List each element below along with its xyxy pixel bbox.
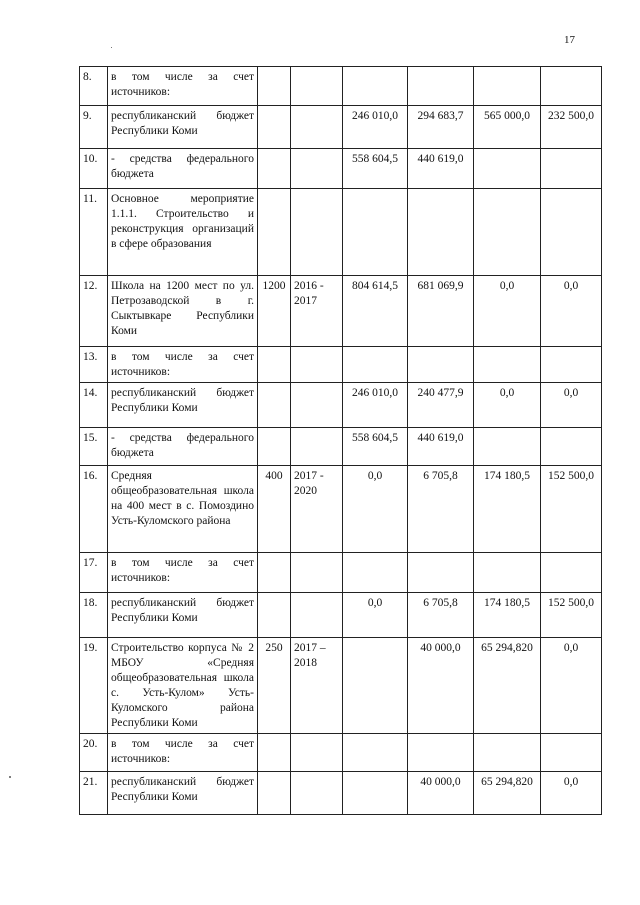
row-period [291, 383, 343, 428]
row-value-3 [474, 149, 541, 189]
row-value-3 [474, 553, 541, 593]
row-value-2: 6 705,8 [408, 593, 474, 638]
row-period [291, 428, 343, 466]
table-row [80, 67, 602, 106]
row-value-1: 558 604,5 [343, 149, 408, 189]
row-capacity [258, 347, 291, 383]
row-value-2 [408, 553, 474, 593]
row-value-3 [474, 347, 541, 383]
row-capacity [258, 149, 291, 189]
table-row [80, 106, 602, 149]
row-capacity [258, 428, 291, 466]
row-period [291, 734, 343, 772]
row-value-3: 0,0 [474, 276, 541, 347]
row-value-4 [541, 149, 602, 189]
table-row [80, 189, 602, 276]
row-value-3 [474, 734, 541, 772]
row-value-2 [408, 189, 474, 276]
row-value-1 [343, 734, 408, 772]
row-value-2: 6 705,8 [408, 466, 474, 553]
table-row [80, 553, 602, 593]
row-value-2: 40 000,0 [408, 638, 474, 734]
row-value-3: 65 294,820 [474, 638, 541, 734]
table-row [80, 593, 602, 638]
row-capacity: 400 [258, 466, 291, 553]
row-number: 21. [80, 772, 108, 815]
row-capacity [258, 772, 291, 815]
row-description: Строительство корпуса № 2 МБОУ «Средняя общеобразовательная школа с. Усть-Кулом» Усть-Куломского района Республики Коми [108, 638, 258, 734]
row-description: республиканский бюджет Республики Коми [108, 772, 258, 815]
row-number: 17. [80, 553, 108, 593]
row-capacity [258, 734, 291, 772]
row-value-1 [343, 67, 408, 106]
budget-table [79, 66, 602, 815]
row-description: в том числе за счет источников: [108, 67, 258, 106]
row-capacity: 1200 [258, 276, 291, 347]
table-row [80, 772, 602, 815]
row-number: 8. [80, 67, 108, 106]
row-value-3: 0,0 [474, 383, 541, 428]
row-value-1 [343, 189, 408, 276]
row-value-4: 232 500,0 [541, 106, 602, 149]
row-value-1 [343, 347, 408, 383]
row-description: Школа на 1200 мест по ул. Петрозаводской в г. Сыктывкаре Республики Коми [108, 276, 258, 347]
row-description: республиканский бюджет Республики Коми [108, 593, 258, 638]
row-number: 16. [80, 466, 108, 553]
row-value-2: 40 000,0 [408, 772, 474, 815]
scan-speck [111, 47, 112, 48]
table-row [80, 149, 602, 189]
row-value-1 [343, 638, 408, 734]
row-value-2: 240 477,9 [408, 383, 474, 428]
row-value-2: 681 069,9 [408, 276, 474, 347]
row-period [291, 593, 343, 638]
row-period [291, 772, 343, 815]
row-value-4 [541, 553, 602, 593]
row-value-1: 558 604,5 [343, 428, 408, 466]
row-capacity [258, 189, 291, 276]
row-capacity [258, 383, 291, 428]
row-value-4 [541, 347, 602, 383]
row-value-1: 246 010,0 [343, 383, 408, 428]
row-value-2 [408, 67, 474, 106]
row-value-2 [408, 734, 474, 772]
row-value-2: 440 619,0 [408, 428, 474, 466]
row-period [291, 553, 343, 593]
row-period [291, 106, 343, 149]
row-value-4: 0,0 [541, 638, 602, 734]
row-capacity [258, 67, 291, 106]
row-value-4 [541, 734, 602, 772]
scan-speck [9, 776, 11, 778]
row-value-4 [541, 189, 602, 276]
row-period: 2017 - 2020 [291, 466, 343, 553]
row-value-4: 0,0 [541, 276, 602, 347]
row-period [291, 347, 343, 383]
row-value-1: 804 614,5 [343, 276, 408, 347]
row-number: 11. [80, 189, 108, 276]
row-value-4: 152 500,0 [541, 466, 602, 553]
row-value-2: 294 683,7 [408, 106, 474, 149]
row-number: 12. [80, 276, 108, 347]
row-capacity: 250 [258, 638, 291, 734]
row-value-3: 174 180,5 [474, 593, 541, 638]
row-period [291, 149, 343, 189]
table-row [80, 383, 602, 428]
row-value-3: 65 294,820 [474, 772, 541, 815]
row-number: 20. [80, 734, 108, 772]
table-row [80, 347, 602, 383]
row-number: 14. [80, 383, 108, 428]
row-description: Средняя общеобразовательная школа на 400 мест в с. Помоздино Усть-Куломского района [108, 466, 258, 553]
row-period [291, 189, 343, 276]
row-value-2: 440 619,0 [408, 149, 474, 189]
row-description: - средства федерального бюджета [108, 149, 258, 189]
row-value-2 [408, 347, 474, 383]
row-description: в том числе за счет источников: [108, 347, 258, 383]
row-period: 2016 - 2017 [291, 276, 343, 347]
row-number: 13. [80, 347, 108, 383]
row-value-4 [541, 428, 602, 466]
row-number: 10. [80, 149, 108, 189]
row-period [291, 67, 343, 106]
row-description: в том числе за счет источников: [108, 734, 258, 772]
row-value-3: 565 000,0 [474, 106, 541, 149]
row-value-4: 0,0 [541, 772, 602, 815]
row-value-3 [474, 67, 541, 106]
table-row [80, 734, 602, 772]
row-description: республиканский бюджет Республики Коми [108, 383, 258, 428]
page-number: 17 [564, 34, 575, 46]
row-value-4 [541, 67, 602, 106]
table-row [80, 638, 602, 734]
row-number: 19. [80, 638, 108, 734]
row-capacity [258, 593, 291, 638]
row-capacity [258, 553, 291, 593]
row-description: республиканский бюджет Республики Коми [108, 106, 258, 149]
row-description: Основное мероприятие 1.1.1. Строительство и реконструкция организаций в сфере образования [108, 189, 258, 276]
row-value-3 [474, 428, 541, 466]
row-value-1 [343, 772, 408, 815]
row-description: - средства федерального бюджета [108, 428, 258, 466]
row-number: 15. [80, 428, 108, 466]
row-value-4: 0,0 [541, 383, 602, 428]
table-row [80, 428, 602, 466]
row-value-1: 0,0 [343, 593, 408, 638]
row-value-3 [474, 189, 541, 276]
row-value-1 [343, 553, 408, 593]
row-number: 18. [80, 593, 108, 638]
row-value-4: 152 500,0 [541, 593, 602, 638]
row-number: 9. [80, 106, 108, 149]
row-capacity [258, 106, 291, 149]
row-value-1: 0,0 [343, 466, 408, 553]
table-row [80, 276, 602, 347]
row-value-1: 246 010,0 [343, 106, 408, 149]
row-description: в том числе за счет источников: [108, 553, 258, 593]
row-period: 2017 – 2018 [291, 638, 343, 734]
table-row [80, 466, 602, 553]
row-value-3: 174 180,5 [474, 466, 541, 553]
